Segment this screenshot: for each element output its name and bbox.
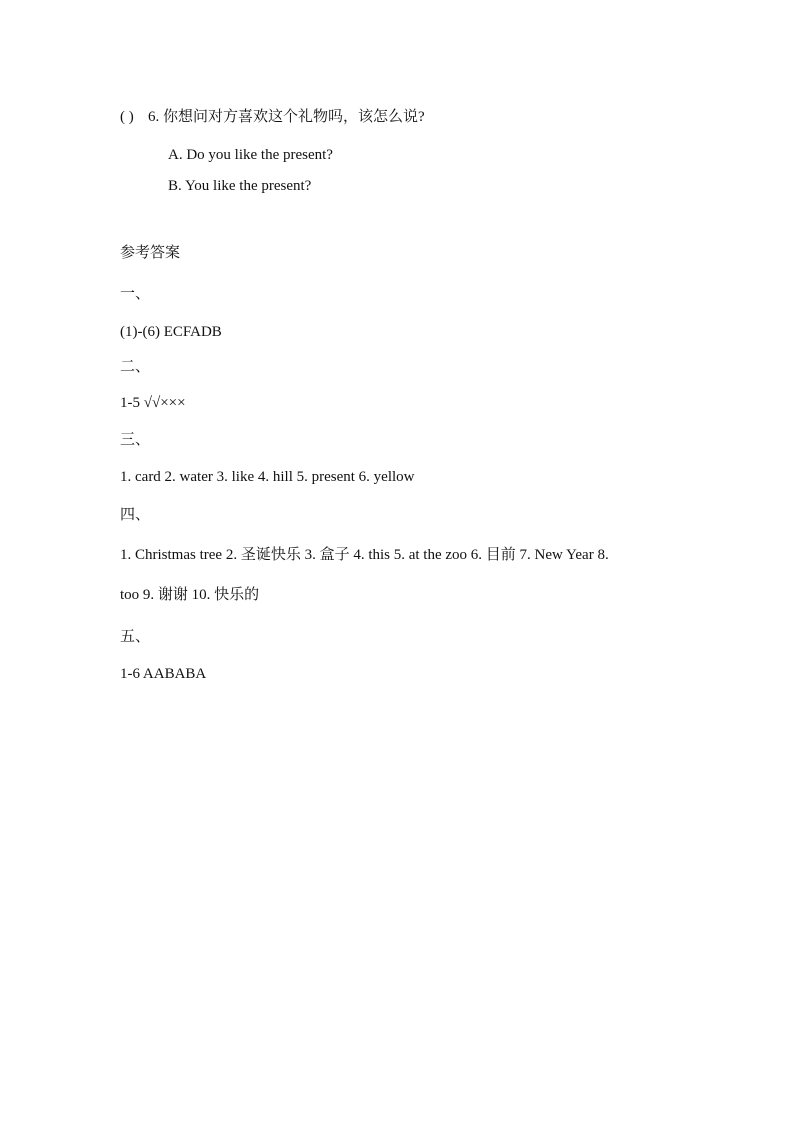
section-4-answer-line-1: 1. Christmas tree 2. 圣诞快乐 3. 盒子 4. this 5. at the zoo 6. 目前 7. New Year 8. [120,547,609,563]
section-4-heading: 四、 [120,507,151,523]
section-2-heading: 二、 [120,359,151,375]
answer-blank: ( ) [120,109,134,125]
section-3-answer: 1. card 2. water 3. like 4. hill 5. present 6. yellow [120,469,415,485]
question-6-text: 6. 你想问对方喜欢这个礼物吗，该怎么说? [148,109,425,125]
section-1-answer: (1)-(6) ECFADB [120,324,222,340]
answer-key-title: 参考答案 [120,245,181,261]
section-3-heading: 三、 [120,432,151,448]
question-6-option-b: B. You like the present? [168,178,312,194]
section-1-heading: 一、 [120,286,151,302]
section-2-answer: 1-5 √√××× [120,395,186,411]
question-6-stem [120,107,425,127]
section-5-answer: 1-6 AABABA [120,666,207,682]
section-4-answer-line-2: too 9. 谢谢 10. 快乐的 [120,587,260,603]
section-5-heading: 五、 [120,629,151,645]
question-6-option-a: A. Do you like the present? [168,147,333,163]
